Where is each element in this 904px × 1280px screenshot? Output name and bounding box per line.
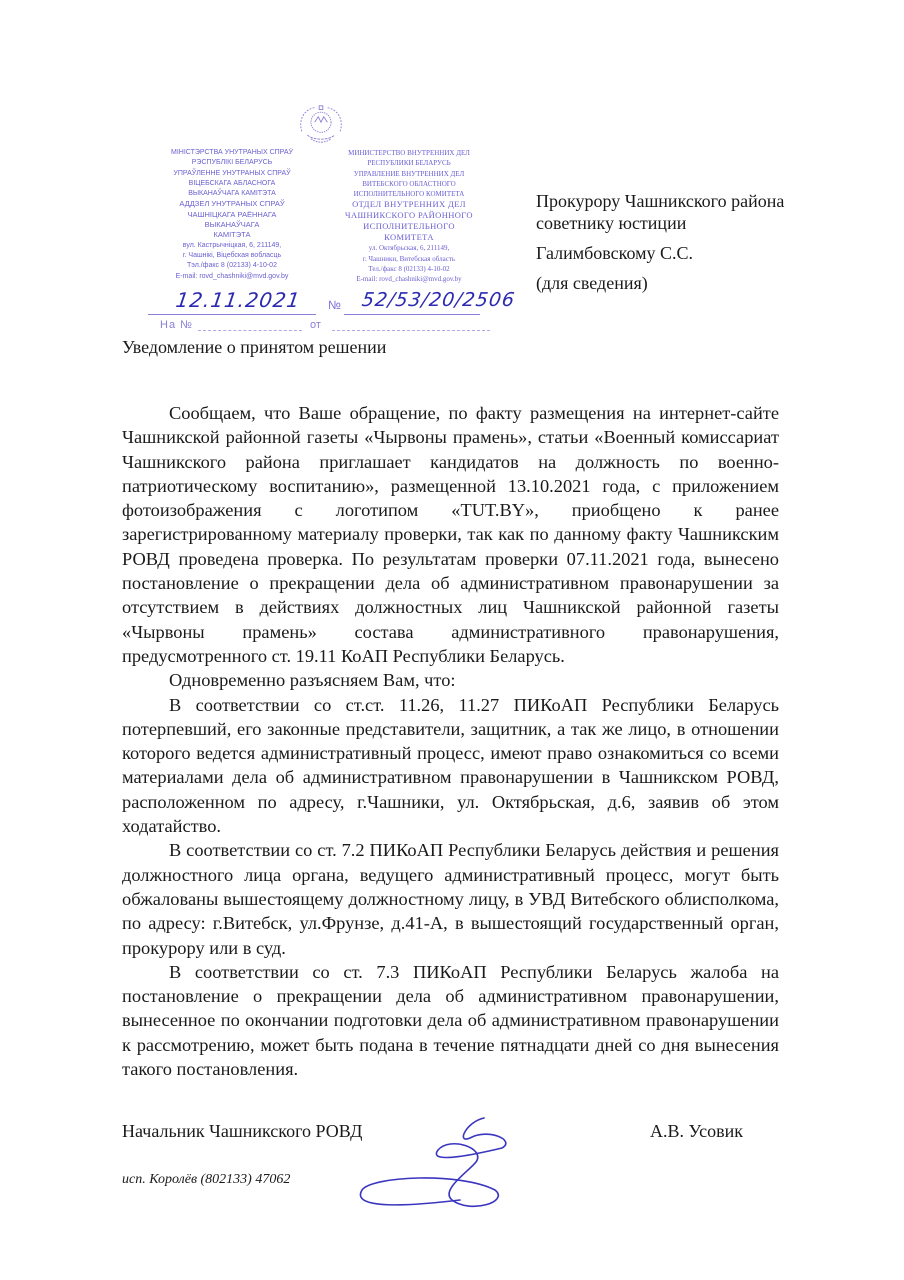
ministry-line: МИНИСТЕРСТВО ВНУТРЕННИХ ДЕЛ (348, 149, 470, 157)
reference-row (160, 319, 490, 333)
addressee-name: Галимбовскому С.С. (536, 243, 694, 263)
address-line: ул. Октябрьская, 6, 211149, (368, 244, 450, 253)
executor-contact: исп. Королёв (802133) 47062 (122, 1172, 291, 1187)
email-line: E-mail: rovd_chashniki@mvd.gov.by (175, 272, 289, 280)
signatory-title: Начальник Чашникского РОВД (122, 1121, 363, 1141)
address-line: г. Чашнікі, Віцебская вобласць (182, 251, 282, 259)
office-line: АДДЗЕЛ УНУТРАНЫХ СПРАЎ (179, 199, 285, 209)
department-line: УПРАЎЛЕННЕ УНУТРАНЫХ СПРАЎ (173, 169, 291, 177)
email-line: E-mail: rovd_chashniki@mvd.gov.by (356, 275, 462, 284)
belarus-emblem-icon (292, 104, 350, 146)
department-line: ВЫКАНАЎЧАГА КАМІТЭТА (188, 190, 276, 198)
body-paragraph: Сообщаем, что Ваше обращение, по факту размещения на интернет-сайте Чашникской районной газеты «Чырвоны прамень», статьи «Военный комиссариат Чашникского района приглашает кандидатов на должность по военно-патриотическому воспитанию», размещенной 13.10.2021 года, с приложением фотоизображения с логотипом «TUT.BY», приобщено к ранее зарегистрированному материалу проверки, так как по данному факту Чашникским РОВД проведена проверка. По результатам проверки 07.11.2021 года, вынесено постановление о прекращении дела об административном правонарушении за отсутствием в действиях должностных лиц Чашникской районной газеты «Чырвоны прамень» состава административного правонарушения, предусмотренного ст. 19.11 КоАП Республики Беларусь. (122, 403, 779, 666)
department-line: ВІЦЕБСКАГА АБЛАСНОГА (188, 179, 276, 187)
department-line: ИСПОЛНИТЕЛЬНОГО КОМИТЕТА (353, 190, 465, 199)
addressee-line: Прокурору Чашникского района (536, 191, 785, 211)
ministry-line: МІНІСТЭРСТВА УНУТРАНЫХ СПРАЎ (170, 149, 293, 156)
handwritten-registration-number: 52/53/20/2506 (360, 289, 517, 311)
phone-line: Тэл./факс 8 (02133) 4-10-02 (187, 262, 277, 270)
office-line: ИСПОЛНИТЕЛЬНОГО (363, 221, 455, 232)
ministry-line: РЕСПУБЛИКИ БЕЛАРУСЬ (367, 159, 451, 168)
office-line: КОМИТЕТА (384, 232, 434, 243)
date-underline (148, 314, 316, 315)
ministry-line: РЭСПУБЛІКІ БЕЛАРУСЬ (191, 159, 273, 167)
department-line: ВИТЕБСКОГО ОБЛАСТНОГО (362, 179, 456, 188)
body-paragraph: В соответствии со ст. 7.3 ПИКоАП Республики Беларусь жалоба на постановление о прекращении дела об административном правонарушении, вынесенное по окончании подготовки дела об административном правонарушении к рассмотрению, может быть подана в течение пятнадцати дней со дня вынесения такого постановления. (122, 961, 779, 1080)
address-line: вул. Кастрычніцкая, 6, 211149, (182, 241, 282, 249)
reference-number-blank (198, 330, 302, 331)
phone-line: Тел./факс 8 (02133) 4-10-02 (368, 265, 450, 274)
addressee-block (536, 190, 784, 294)
addressee-line: советнику юстиции (536, 213, 687, 233)
number-underline (344, 314, 480, 315)
reference-label: На № (160, 319, 193, 331)
document-body (122, 401, 779, 1081)
office-line: ЧАШНІЦКАГА РАЁННАГА (187, 209, 277, 219)
address-line: г. Чашники, Витебская область (362, 254, 456, 263)
office-line: ВЫКАНАЎЧАГА (204, 220, 260, 230)
letterhead-belarusian (146, 148, 318, 284)
office-line: ОТДЕЛ ВНУТРЕННИХ ДЕЛ (352, 199, 466, 210)
document-subject: Уведомление о принятом решении (122, 337, 387, 357)
reference-date-blank (332, 330, 490, 331)
handwritten-date: 12.11.2021 (174, 288, 303, 312)
body-paragraph: В соответствии со ст.ст. 11.26, 11.27 ПИКоАП Республики Беларусь потерпевший, его законные представители, защитник, а так же лицо, в отношении которого ведется административный процесс, имеют право ознакомиться со всеми материалами дела об административном правонарушении в Чашникском РОВД, расположенном по адресу, г.Чашники, ул. Октябрьская, д.6, заявив об этом ходатайство. (122, 694, 779, 837)
number-sign: № (328, 298, 341, 312)
department-line: УПРАВЛЕНИЕ ВНУТРЕННИХ ДЕЛ (353, 169, 465, 178)
addressee-note: (для сведения) (536, 273, 648, 293)
body-paragraph: Одновременно разъясняем Вам, что: (169, 670, 456, 691)
office-line: КАМІТЭТА (213, 230, 251, 240)
signatory-name: А.В. Усовик (650, 1121, 743, 1141)
registration-row (148, 288, 517, 318)
office-line: ЧАШНИКСКОГО РАЙОННОГО (345, 210, 473, 221)
handwritten-signature-icon (290, 1110, 530, 1220)
body-paragraph: В соответствии со ст. 7.2 ПИКоАП Республики Беларусь действия и решения должностного лица органа, ведущего административный процесс, могут быть обжалованы вышестоящему должностному лицу, в УВД Витебского облисполкома, по адресу: г.Витебск, ул.Фрунзе, д.41-А, в вышестоящий государственный орган, прокурору или в суд. (122, 840, 779, 958)
reference-from-label: от (310, 319, 321, 331)
letterhead-russian (326, 148, 492, 284)
